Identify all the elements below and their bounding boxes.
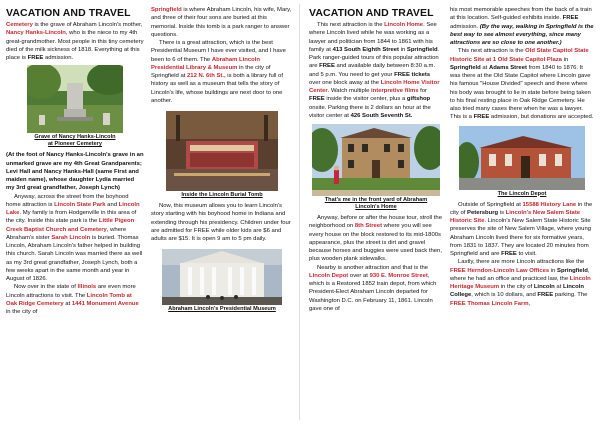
museum-paragraph: There is a great attraction, which is the best Presidential Museum I have ever visited, and I have been to 6 of them. The Abraham Lincoln Presidential Library & Museum in the city of Springfield at 212 N. 6th St., is both a library full of history as well as a museum that tells the story of Lincoln's life, whose buildings are next door to one another. [151,40,286,104]
lincoln-home-paragraph: This next attraction is the Lincoln Home. See where Lincoln lived while he was working as a lawyer and politician from 1844 to 1861 with his family at 413 South Eighth Street in Springfield. Park ranger-guided tours of this popular attraction are FREE and available daily between 8:30 a.m. and 5 p.m. You need to get your FREE tickets over one block away at the Lincoln Home Visitor Center. Watch multiple interpretive films for FREE inside the visitor center, plus a giftshop onsite. Parking there is 2 dollars an hour at the visitor center at 426 South Seventh St. [309,22,440,119]
left-page-column-2 [151,6,293,316]
lincoln-depot-photo [459,126,585,190]
presidential-museum-caption: Abraham Lincoln's Presidential Museum [168,306,276,313]
new-salem-paragraph: Outside of Springfield at 15588 History Lane in the city of Petersburg is Lincoln's New Salem State Historic Site. Lincoln's New Salem State Historic Site preserves the site of New Salem Village, where young Abraham Lincoln lived there for six formative years, from 1831 to 1837. They are located 20 minutes from Springfield and are FREE to visit. [450,201,593,257]
page-divider [299,4,300,420]
grave-photo [27,65,123,133]
left-page-column-1 [6,6,144,316]
burial-tomb-caption: Inside the Lincoln Burial Tomb [181,192,263,198]
state-park-paragraph: Anyway, across the street from the boyhood home attraction is Lincoln State Park and Lincoln Lake. My family is from Hodgenville in this area of the city. Inside this state park is the Little Pigeon Creek Baptist Church and Cemetery, where Abraham's sister Sarah Lincoln is buried. Thomas Lincoln, Abraham Lincoln's father helped in building this church. Sarah Lincoln was married there as well as my 3rd great grandfather, Joseph Lynch, both a few weeks apart in the same month and year in August of 1826. [6,193,143,282]
eighth-street-paragraph: Anyway, before or after the house tour, stroll the neighborhood on 8th Street where you will see every house on the block restored to its mid-1800s appearance, plus the street is dirt and gravel because horses and buggies were used back then, plus wooden plank sidewalks. [309,215,442,263]
lincoln-home-caption: That's me in the front yard of Abraham Lincoln's Home [324,197,428,210]
right-page-column-2 [450,6,594,308]
museum-admission-paragraph: Now, this museum allows you to learn Lincoln's story starting with his boyhood home in Indiana and extending through his presidency. Children under four are admitted for FREE while older kids are $6 and adults are $15. It is open 9 am to 5 pm daily. [151,203,291,242]
left-page-heading: VACATION AND TRAVEL [6,7,131,19]
tomb-paragraph: Springfield is where Abraham Lincoln, his wife, Mary, and three of their four sons are buried at this memorial. Inside this tomb is a park ranger to answer questions. [151,7,292,38]
lincoln-depot-caption: The Lincoln Depot [497,190,547,197]
right-page-heading: VACATION AND TRAVEL [309,7,434,19]
lincoln-depot-paragraph: Nearby is another attraction and that is the Lincoln Depot over at 930 E. Monroe Street, which is a Restored 1852 train depot, from which President-Elect Abraham Lincoln departed for Washington D.C. on February 11, 1861. Lincoln gave one of [309,264,437,312]
illinois-paragraph: Now over in the state of Illinois are even more Lincoln attractions to visit. The Lincoln Tomb at Oak Ridge Cemetery at 1441 Monument Avenue in the city of [6,284,139,315]
old-state-capitol-paragraph: This next attraction is the Old State Capitol State Historic Site at 1 Old State Capitol Plaza in Springfield at Adams Street from 1840 to 1876. It was there at the Old State Capitol where Lincoln gave his famous "House Divided" speech and there where his body was brought to lie in state before being taken to his final resting place in Oak Ridge Cemetery. He also tried many cases there when he was a lawyer. This is a FREE admission, but donations are accepted. [450,48,594,121]
lincoln-home-photo [312,124,440,196]
ancestors-paragraph: (At the foot of Nancy Hanks-Lincoln's grave in an unmarked grave are my 4th Great Grandparents; Levi Hall and Nancy Hanks-Hall (same First and maiden name), whose daughter Lydia married my 3rd great grandfather, Joseph Lynch) [6,152,144,192]
depot-speech-paragraph: his most memorable speeches from the back of a train at this location. Self-guided exhibits inside. FREE admission. (By the way, walking in Springfield is the best way to see almost everything, since many attractions are so close to one another.) [450,7,594,46]
grave-caption: Grave of Nancy Hanks-Lincoln at Pioneer Cemetery [34,134,116,148]
right-page-column-1 [309,6,443,313]
burial-tomb-photo [166,111,278,191]
more-attractions-paragraph: Lastly, there are more Lincoln attractions like the FREE Herndon-Lincoln Law Offices in Springfield, where he had an office and practiced law, the Lincoln Heritage Museum in the city of Lincoln at Lincoln College, which is 10 dollars, and FREE parking. The FREE Thomas Lincoln Farm, [450,259,591,307]
cemetery-paragraph: Cemetery is the grave of Abraham Lincoln's mother, Nancy Hanks-Lincoln, who is the niece to my 4th great-grandmother. Most people in this tiny cemetery died of the milk sickness of 1818. Everything at this place is FREE admission. [6,22,144,61]
presidential-museum-photo [162,249,282,305]
